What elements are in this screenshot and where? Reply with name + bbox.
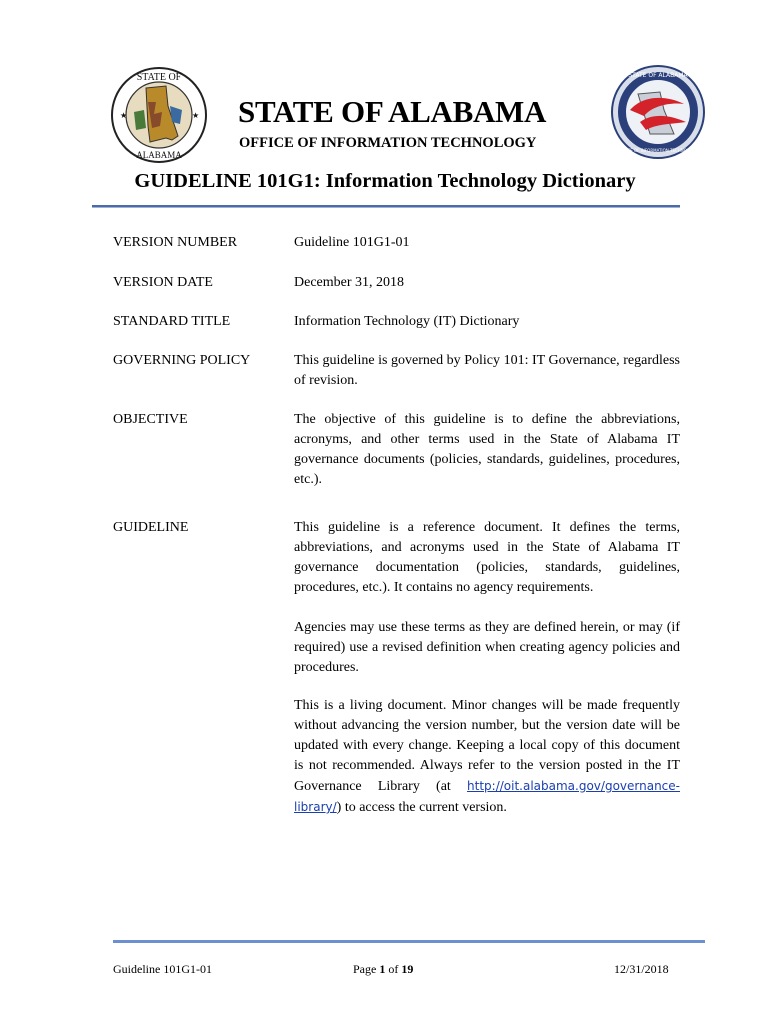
logo-bottom-text: OFFICE OF INFORMATION TECHNOLOGY <box>618 148 698 153</box>
footer-document-id: Guideline 101G1-01 <box>113 962 212 976</box>
page-title: STATE OF ALABAMA <box>238 94 547 129</box>
standard-title-value: Information Technology (IT) Dictionary <box>294 314 520 329</box>
page-prefix: Page <box>353 962 380 976</box>
footer-page-number <box>353 962 413 977</box>
governance-library-link[interactable]: http://oit.alabama.gov/governance-library/ <box>294 779 680 814</box>
office-subtitle: OFFICE OF INFORMATION TECHNOLOGY <box>239 135 537 151</box>
objective-label: OBJECTIVE <box>113 412 188 427</box>
version-date-label: VERSION DATE <box>113 275 213 290</box>
version-date-value: December 31, 2018 <box>294 275 405 290</box>
page-current: 1 <box>379 962 386 976</box>
guideline-paragraph-1: This guideline is a reference document. It defines the terms, abbreviations, and acronyms used in the State of Alabama IT governance documentation (policies, standards, guidelines, procedures, etc.). It contains no agency requirements. <box>294 520 680 595</box>
header-divider <box>92 205 680 208</box>
guideline-title: GUIDELINE 101G1: Information Technology Dictionary <box>134 170 636 192</box>
seal-top-text: STATE OF <box>136 72 182 83</box>
version-number-label: VERSION NUMBER <box>113 235 238 250</box>
seal-bottom-text: ALABAMA <box>136 150 182 160</box>
oit-logo <box>610 64 706 160</box>
guideline-paragraph-3-end: ) to access the current version. <box>336 800 507 815</box>
state-seal <box>110 66 208 164</box>
page-total: 19 <box>401 962 414 976</box>
objective-value: The objective of this guideline is to define the abbreviations, acronyms, and other terms used in the State of Alabama IT governance documents (policies, standards, guidelines, procedures, etc.). <box>294 412 680 487</box>
footer-date: 12/31/2018 <box>614 962 669 976</box>
version-number-value: Guideline 101G1-01 <box>294 235 410 250</box>
logo-ring-text: STATE OF ALABAMA <box>628 72 688 79</box>
svg-text:★: ★ <box>192 111 200 120</box>
guideline-paragraph-2: Agencies may use these terms as they are defined herein, or may (if required) use a revised definition when creating agency policies and procedures. <box>294 620 680 675</box>
standard-title-label: STANDARD TITLE <box>113 314 231 329</box>
guideline-paragraph-3-text: This is a living document. Minor changes will be made frequently without advancing the version number, but the version date will be updated with every change. Keeping a local copy of this document is not recommended. Always refer to the version posted in the IT Governance Library (at <box>294 698 680 794</box>
guideline-paragraph-3 <box>294 696 680 818</box>
governing-policy-label: GOVERNING POLICY <box>113 353 251 368</box>
governing-policy-value: This guideline is governed by Policy 101: IT Governance, regardless of revision. <box>294 353 680 388</box>
guideline-label: GUIDELINE <box>113 520 189 535</box>
footer-divider <box>113 940 705 943</box>
page-of: of <box>385 962 402 976</box>
svg-text:★: ★ <box>120 111 128 120</box>
